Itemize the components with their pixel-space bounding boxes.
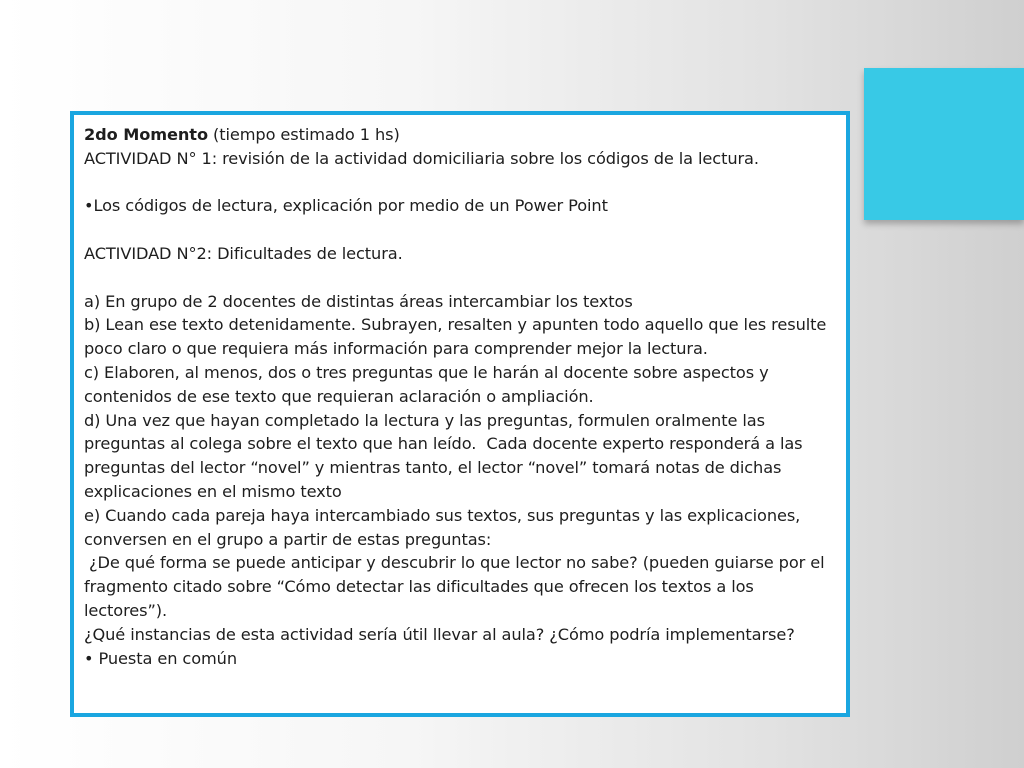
item-b: b) Lean ese texto detenidamente. Subrayen, resalten y apunten todo aquello que les resulte poco claro o que requiera más información para comprender mejor la lectura. xyxy=(84,315,832,359)
spacer xyxy=(84,218,838,242)
heading-line xyxy=(84,123,838,147)
question-1: ¿De qué forma se puede anticipar y descubrir lo que lector no sabe? (pueden guiarse por el fragmento citado sobre “Cómo detectar las dificultades que ofrecen los textos a los lectores”). xyxy=(84,553,830,620)
activity-2: ACTIVIDAD N°2: Dificultades de lectura. xyxy=(84,243,403,263)
bullet-final: • Puesta en común xyxy=(84,648,237,668)
content-text-box[interactable] xyxy=(70,111,850,717)
spacer xyxy=(84,266,838,290)
item-d: d) Una vez que hayan completado la lectura y las preguntas, formulen oralmente las preguntas al colega sobre el texto que han leído. Cada docente experto responderá a las preguntas del lector “novel” y mientras tanto, el lector “novel” tomará notas de dichas explicaciones en el mismo texto xyxy=(84,410,808,501)
item-e: e) Cuando cada pareja haya intercambiado sus textos, sus preguntas y las explicaciones, conversen en el grupo a partir de estas preguntas: xyxy=(84,505,806,549)
bullet-codes: •Los códigos de lectura, explicación por medio de un Power Point xyxy=(84,196,608,216)
heading-rest: (tiempo estimado 1 hs) xyxy=(207,125,400,144)
item-a: a) En grupo de 2 docentes de distintas áreas intercambiar los textos xyxy=(84,291,633,311)
question-2: ¿Qué instancias de esta actividad sería útil llevar al aula? ¿Cómo podría implementarse? xyxy=(84,624,795,644)
activity-1: ACTIVIDAD N° 1: revisión de la actividad domiciliaria sobre los códigos de la lectura. xyxy=(84,148,759,168)
spacer xyxy=(84,171,838,195)
heading-bold: 2do Momento xyxy=(84,125,208,144)
accent-block xyxy=(864,68,1024,220)
item-c: c) Elaboren, al menos, dos o tres preguntas que le harán al docente sobre aspectos y contenidos de ese texto que requieran aclaración o ampliación. xyxy=(84,362,774,406)
